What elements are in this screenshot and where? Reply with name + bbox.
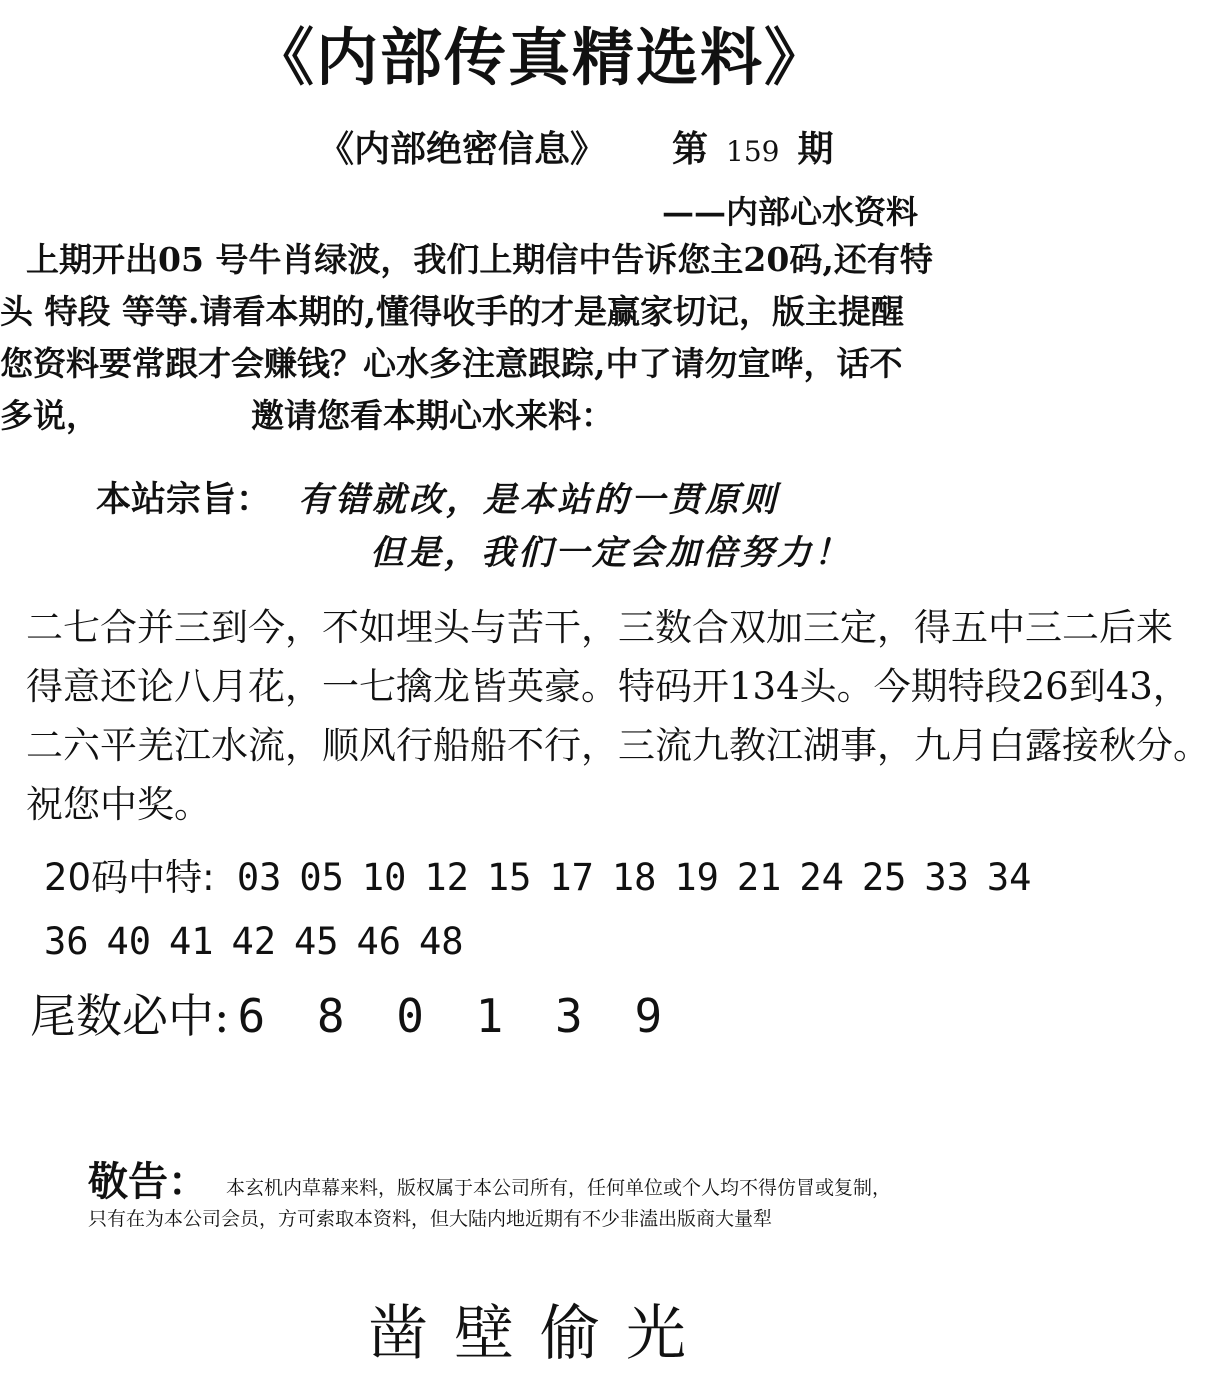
code-number: 48	[419, 920, 464, 963]
tail-digits	[30, 986, 674, 1046]
code-number: 24	[799, 856, 844, 899]
poem-line-2: 得意还论八月花，一七擒龙皆英豪。特码开134头。今期特段26到43，	[26, 665, 1190, 708]
mission-line-1: 有错就改，是本站的一贯原则	[298, 480, 779, 520]
tagline: ——内部心水资料	[662, 193, 919, 231]
mission-line-2: 但是，我们一定会加倍努力！	[370, 533, 851, 573]
page-title: 《内部传真精选料》	[251, 21, 828, 94]
notice-label: 敬告：	[88, 1158, 208, 1205]
notice-line-2: 只有在为本公司会员，方可索取本资料，但大陆内地近期有不少非溘出版商大量犁	[88, 1208, 773, 1230]
code-number: 42	[231, 920, 277, 963]
code-number: 15	[486, 856, 532, 899]
intro-line-2: 头 特段 等等.请看本期的,懂得收手的才是赢家切记，版主提醒	[0, 292, 904, 331]
mission-label: 本站宗旨：	[96, 479, 272, 520]
code-number: 45	[294, 920, 339, 963]
poem-line-3: 二六平羌江水流，顺风行船船不行，三流九教江湖事，九月白露接秋分。	[26, 724, 1210, 767]
code-number: 12	[424, 856, 469, 899]
code-number: 46	[356, 920, 402, 963]
subtitle: 《内部绝密信息》	[318, 128, 607, 170]
issue-number	[672, 124, 833, 177]
code-number: 05	[299, 856, 344, 899]
code-number: 18	[611, 856, 657, 899]
notice-line-1: 本玄机内草幕来料，版权属于本公司所有，任何单位或个人均不得仿冒或复制，	[226, 1177, 892, 1199]
code-number: 40	[106, 920, 152, 963]
intro-line-1: 上期开出05 号牛肖绿波，我们上期信中告诉您主20码,还有特	[26, 240, 933, 279]
code-number: 10	[361, 856, 407, 899]
code-number: 19	[674, 856, 719, 899]
codes-label: 20码中特:	[44, 856, 215, 899]
codes-row-1	[44, 846, 1049, 910]
code-number: 03	[236, 856, 282, 899]
code-number: 17	[549, 856, 594, 899]
poem-line-4: 祝您中奖。	[26, 783, 211, 826]
codes-row-1-numbers	[237, 856, 1050, 899]
issue-suffix: 期	[797, 128, 834, 170]
code-number: 41	[169, 920, 214, 963]
tail-label: 尾数必中:	[30, 989, 230, 1043]
code-number: 34	[986, 856, 1032, 899]
poem-line-1: 二七合并三到今，不如埋头与苦干，三数合双加三定，得五中三二后来	[26, 606, 1173, 649]
codes-row-2-numbers	[44, 920, 482, 963]
intro-line-4b: 邀请您看本期心水来料：	[251, 396, 614, 435]
intro-line-4	[0, 390, 1080, 442]
code-number: 25	[861, 856, 907, 899]
intro-paragraph	[0, 234, 1080, 442]
issue-prefix: 第	[672, 128, 709, 170]
twenty-codes	[44, 846, 1049, 974]
tail-digit-values: 6 8 0 1 3 9	[237, 989, 675, 1043]
code-number: 21	[736, 856, 782, 899]
code-number: 33	[924, 856, 969, 899]
codes-row-2	[44, 910, 1049, 974]
intro-line-3: 您资料要常跟才会赚钱？心水多注意跟踪,中了请勿宣哗，话不	[0, 344, 903, 383]
issue-value: 159	[726, 135, 780, 168]
poem-paragraph	[26, 598, 1210, 834]
intro-line-4a: 多说，	[0, 396, 99, 435]
motto: 凿壁偷光	[368, 1299, 712, 1369]
code-number: 36	[44, 920, 89, 963]
